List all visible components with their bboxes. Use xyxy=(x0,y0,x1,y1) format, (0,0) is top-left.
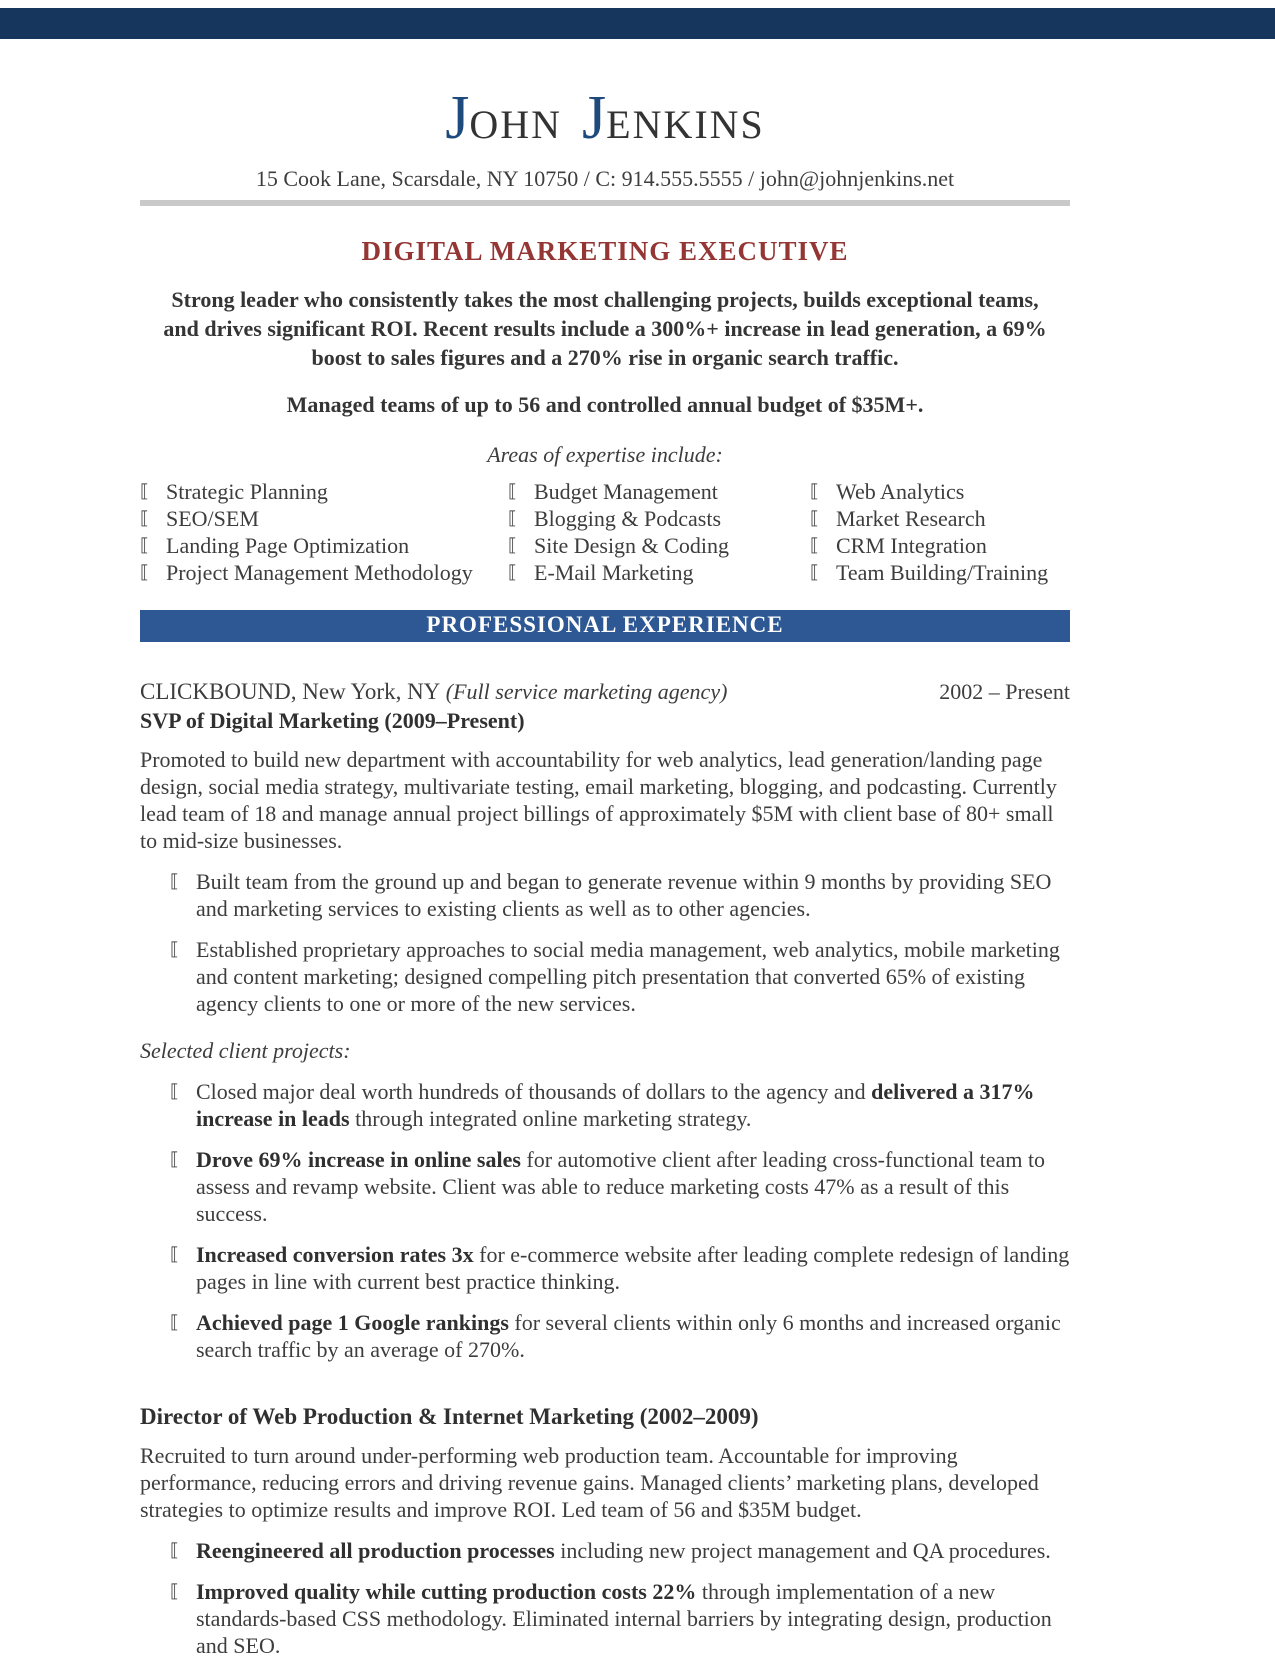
bullet-item xyxy=(170,1078,1070,1132)
expertise-label: Areas of expertise include: xyxy=(487,442,723,467)
bullet-icon: ⟦ xyxy=(170,939,179,960)
bullet-text: Built team from the ground up and began to generate revenue within 9 months by providing SEO and marketing services to existing clients as well as to other agencies. xyxy=(196,869,1052,921)
last-name-initial: J xyxy=(582,84,607,152)
bullet-item xyxy=(170,868,1070,922)
resume-page xyxy=(140,39,1070,1659)
last-name-rest: ENKINS xyxy=(606,102,765,147)
summary-paragraph: Strong leader who consistently takes the most challenging projects, builds exceptional teams, and drives significant ROI. Recent results include a 300%+ increase in lead generation, a 69% boost to sales figures and a 270% rise in organic search traffic. xyxy=(163,287,1047,370)
bullet-icon: ⟦ xyxy=(170,1540,179,1561)
bullet-item xyxy=(170,1146,1070,1227)
contact-line: 15 Cook Lane, Scarsdale, NY 10750 / C: 914.555.5555 / john@johnjenkins.net xyxy=(255,166,955,191)
resume-title: DIGITAL MARKETING EXECUTIVE xyxy=(361,236,849,266)
bullet-icon: ⟦ xyxy=(508,562,517,583)
expertise-item-label: Budget Management xyxy=(534,479,718,504)
expertise-item-label: Landing Page Optimization xyxy=(166,533,410,558)
projects-label: Selected client projects: xyxy=(140,1038,351,1063)
expertise-item xyxy=(810,478,1070,505)
expertise-item xyxy=(508,478,810,505)
bullet-icon: ⟦ xyxy=(140,535,149,556)
bullet-icon: ⟦ xyxy=(810,535,819,556)
bullet-text: Established proprietary approaches to social media management, web analytics, mobile marketing and content marketing; designed compelling pitch presentation that converted 65% of existing agency clients to one or more of the new services. xyxy=(196,937,1060,1016)
bullet-icon: ⟦ xyxy=(810,481,819,502)
expertise-item-label: Blogging & Podcasts xyxy=(534,506,722,531)
employment-dates: 2002 – Present xyxy=(939,679,1070,704)
bullet-icon: ⟦ xyxy=(508,508,517,529)
role1-intro: Promoted to build new department with accountability for web analytics, lead generation/landing page design, social media strategy, multivariate testing, email marketing, blogging, and podcasting. Currently lead team of 18 and manage annual project billings of approximately $5M with client base of 80+ small to mid-size businesses. xyxy=(140,747,1057,853)
expertise-item-label: Strategic Planning xyxy=(166,479,328,504)
bullet-item xyxy=(170,1309,1070,1363)
bullet-icon: ⟦ xyxy=(810,508,819,529)
bullet-icon: ⟦ xyxy=(170,1149,179,1170)
bullet-item xyxy=(170,936,1070,1017)
expertise-item-label: Web Analytics xyxy=(836,479,965,504)
expertise-item-label: SEO/SEM xyxy=(166,506,259,531)
bullet-icon: ⟦ xyxy=(170,1081,179,1102)
person-name xyxy=(140,39,1070,164)
company-note: (Full service marketing agency) xyxy=(445,679,728,704)
role2-title: Director of Web Production & Internet Marketing (2002–2009) xyxy=(140,1404,759,1429)
bullet-icon: ⟦ xyxy=(140,508,149,529)
role1-title: SVP of Digital Marketing (2009–Present) xyxy=(140,708,525,733)
summary-highlight: Managed teams of up to 56 and controlled annual budget of $35M+. xyxy=(286,392,924,417)
expertise-item xyxy=(140,478,508,505)
expertise-item xyxy=(810,532,1070,559)
company-row xyxy=(140,678,1070,705)
expertise-item-label: Market Research xyxy=(836,506,986,531)
section-header-professional-experience: PROFESSIONAL EXPERIENCE xyxy=(140,610,1070,642)
bullet-icon: ⟦ xyxy=(810,562,819,583)
bullet-text: Increased conversion rates 3x for e-commerce website after leading complete redesign of landing pages in line with current best practice thinking. xyxy=(196,1242,1070,1294)
company-name: CLICKBOUND, New York, NY xyxy=(140,679,441,704)
expertise-item xyxy=(140,532,508,559)
top-accent-bar xyxy=(0,8,1275,39)
expertise-item xyxy=(810,559,1070,586)
expertise-item xyxy=(508,505,810,532)
bullet-icon: ⟦ xyxy=(170,1581,179,1602)
expertise-item xyxy=(508,532,810,559)
first-name-initial: J xyxy=(445,84,470,152)
expertise-item-label: Site Design & Coding xyxy=(534,533,729,558)
header-divider xyxy=(140,200,1070,206)
bullet-icon: ⟦ xyxy=(140,481,149,502)
bullet-text: Improved quality while cutting production costs 22% through implementation of a new standards-based CSS methodology. Eliminated internal barriers by integrating design, production and SEO. xyxy=(196,1579,1052,1658)
expertise-item-label: Team Building/Training xyxy=(836,560,1049,585)
bullet-icon: ⟦ xyxy=(170,871,179,892)
expertise-item-label: CRM Integration xyxy=(836,533,987,558)
bullet-text: Reengineered all production processes including new project management and QA procedures. xyxy=(196,1538,1051,1563)
bullet-icon: ⟦ xyxy=(170,1244,179,1265)
bullet-icon: ⟦ xyxy=(508,535,517,556)
first-name-rest: OHN xyxy=(469,102,562,147)
expertise-item-label: Project Management Methodology xyxy=(166,560,473,585)
bullet-item xyxy=(170,1578,1070,1659)
bullet-icon: ⟦ xyxy=(140,562,149,583)
bullet-text: Drove 69% increase in online sales for automotive client after leading cross-functional team to assess and revamp website. Client was able to reduce marketing costs 47% as a result of this success. xyxy=(196,1147,1046,1226)
expertise-item xyxy=(140,505,508,532)
expertise-item xyxy=(810,505,1070,532)
bullet-text: Closed major deal worth hundreds of thousands of dollars to the agency and delivered a 317% increase in leads through integrated online marketing strategy. xyxy=(196,1079,1035,1131)
role2-intro: Recruited to turn around under-performing web production team. Accountable for improving performance, reducing errors and driving revenue gains. Managed clients’ marketing plans, developed strategies to optimize results and improve ROI. Led team of 56 and $35M budget. xyxy=(140,1443,1039,1522)
bullet-icon: ⟦ xyxy=(170,1312,179,1333)
expertise-item xyxy=(140,559,508,586)
expertise-grid xyxy=(140,478,1070,586)
expertise-item xyxy=(508,559,810,586)
bullet-icon: ⟦ xyxy=(508,481,517,502)
bullet-item xyxy=(170,1537,1070,1564)
bullet-item xyxy=(170,1241,1070,1295)
bullet-text: Achieved page 1 Google rankings for several clients within only 6 months and increased organic search traffic by an average of 270%. xyxy=(196,1310,1061,1362)
company-line xyxy=(140,678,727,705)
expertise-item-label: E-Mail Marketing xyxy=(534,560,694,585)
